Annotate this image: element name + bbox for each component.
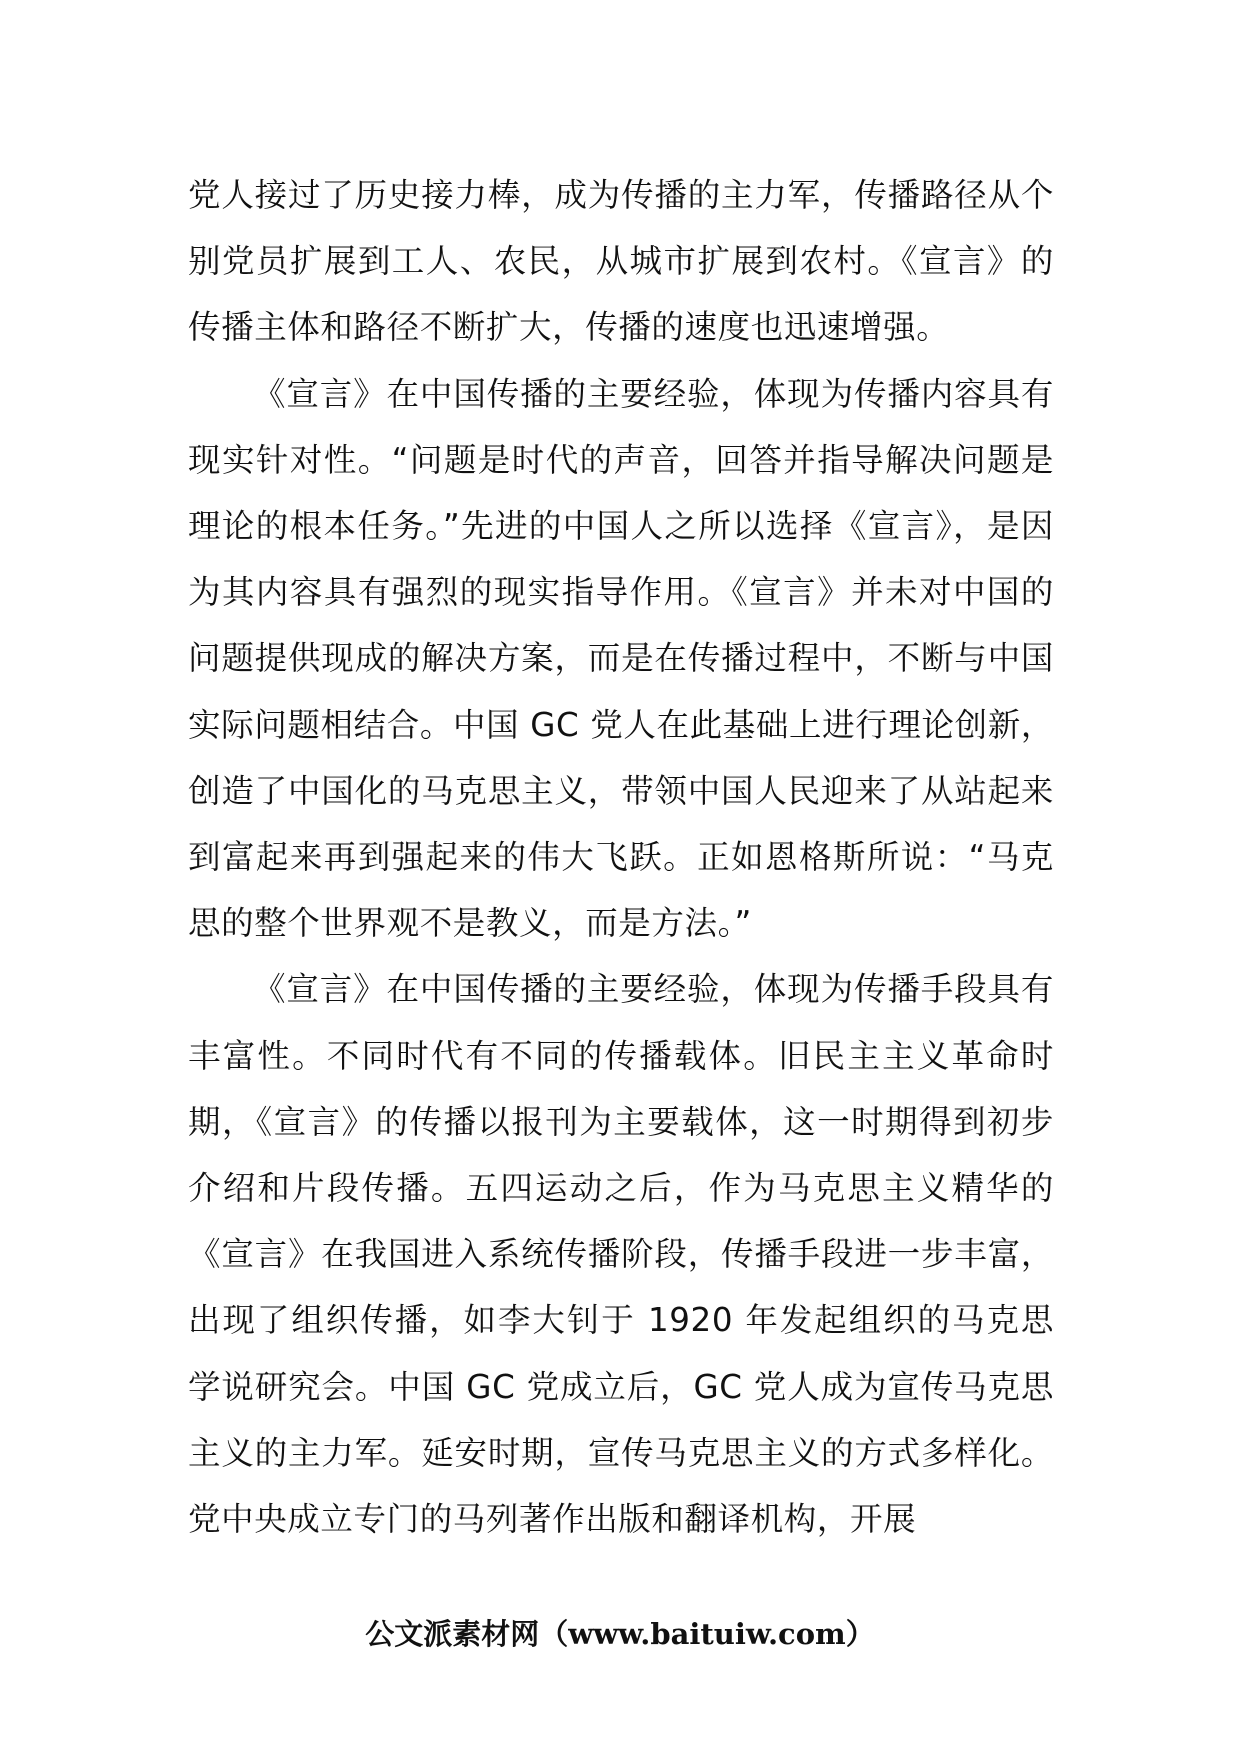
paragraph-1: 党人接过了历史接力棒，成为传播的主力军，传播路径从个别党员扩展到工人、农民，从城市扩展到农村。《宣言》的传播主体和路径不断扩大，传播的速度也迅速增强。 <box>188 176 1054 347</box>
footer-watermark: 公文派素材网（www.baituiw.com） <box>365 1617 875 1651</box>
paragraph-3: 《宣言》在中国传播的主要经验，体现为传播手段具有丰富性。不同时代有不同的传播载体。旧民主主义革命时期，《宣言》的传播以报刊为主要载体，这一时期得到初步介绍和片段传播。五四运动之后，作为马克思主义精华的《宣言》在我国进入系统传播阶段，传播手段进一步丰富，出现了组织传播，如李大钊于 1920 年发起组织的马克思学说研究会。中国 GC 党成立后，GC 党人成为宣传马克思主义的主力军。延安时期，宣传马克思主义的方式多样化。党中央成立专门的马列著作出版和翻译机构，开展 <box>188 970 1054 1539</box>
body-text <box>188 162 1054 1552</box>
paragraph-2: 《宣言》在中国传播的主要经验，体现为传播内容具有现实针对性。“问题是时代的声音，回答并指导解决问题是理论的根本任务。”先进的中国人之所以选择《宣言》，是因为其内容具有强烈的现实指导作用。《宣言》并未对中国的问题提供现成的解决方案，而是在传播过程中，不断与中国实际问题相结合。中国 GC 党人在此基础上进行理论创新，创造了中国化的马克思主义，带领中国人民迎来了从站起来到富起来再到强起来的伟大飞跃。正如恩格斯所说：“马克思的整个世界观不是教义，而是方法。” <box>188 374 1054 943</box>
